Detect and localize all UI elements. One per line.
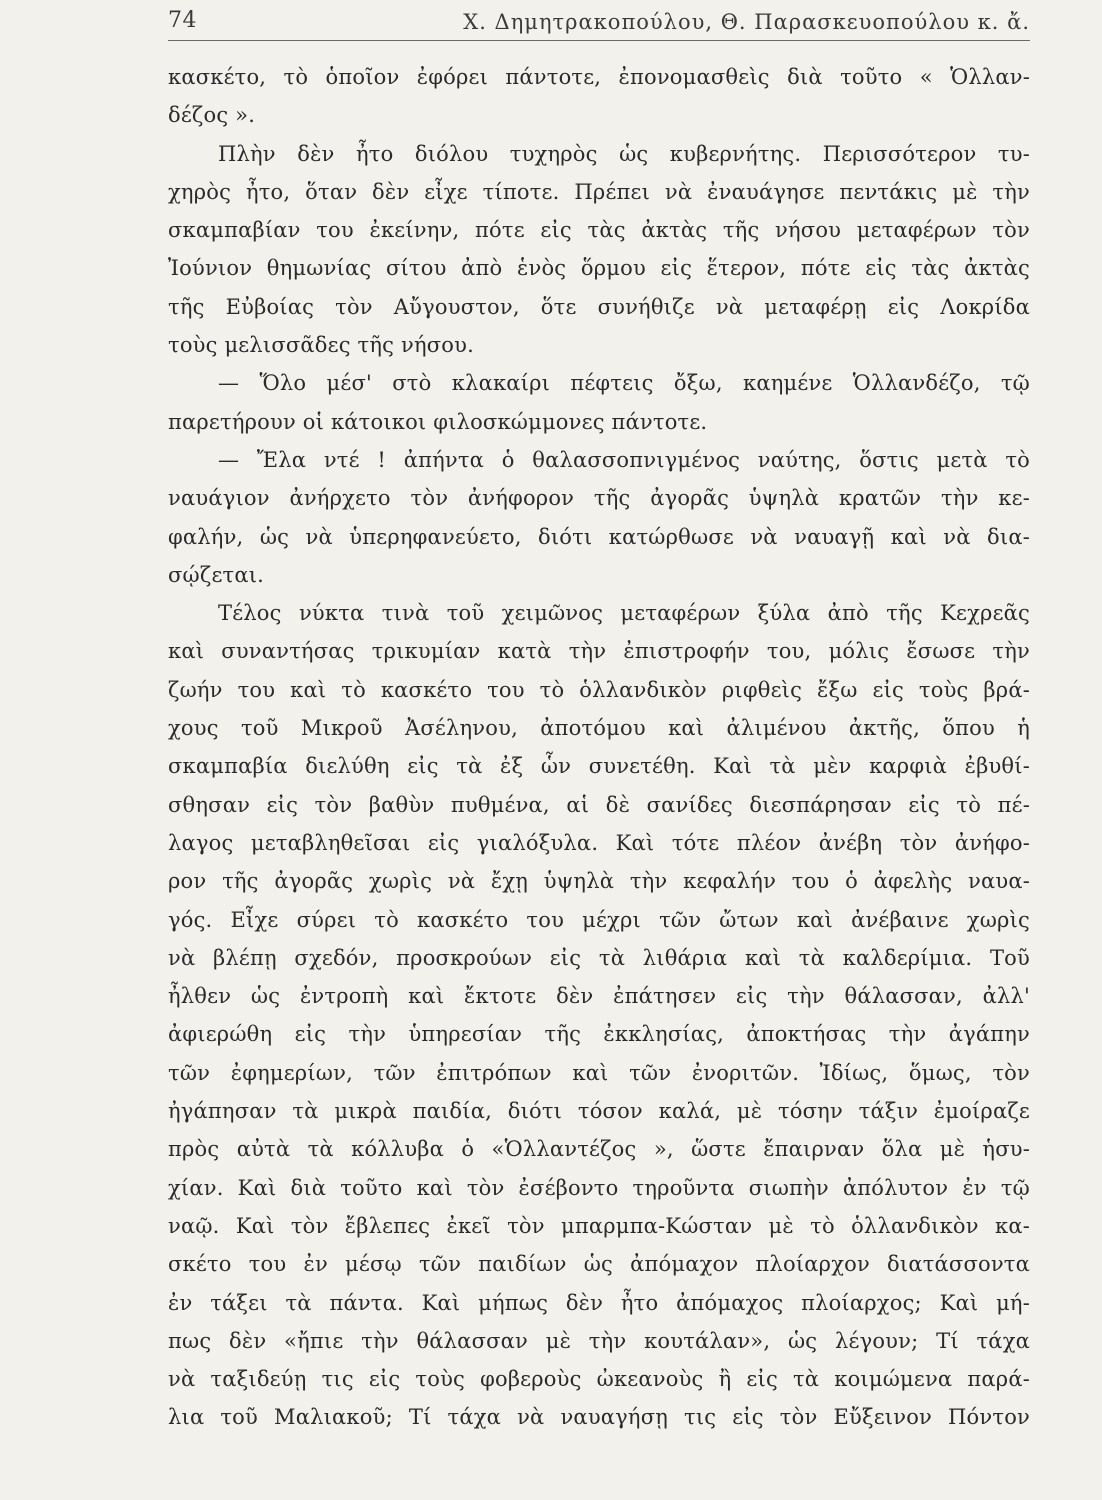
text-line: νὰ βλέπῃ σχεδόν, προσκρούων εἰς τὰ λιθάρια καὶ τὰ καλδερίμια. Τοῦ: [168, 945, 1030, 970]
text-line: χίαν. Καὶ διὰ τοῦτο καὶ τὸν ἐσέβοντο τηροῦντα σιωπὴν ἀπόλυτον ἐν τῷ: [168, 1175, 1030, 1200]
text-line: ἀφιερώθη εἰς τὴν ὑπηρεσίαν τῆς ἐκκλησίας, ἀποκτήσας τὴν ἀγάπην: [168, 1022, 1030, 1047]
header-rule: [168, 40, 1030, 41]
text-line: ναῷ. Καὶ τὸν ἔβλεπες ἐκεῖ τὸν μπαρμπα-Κώσταν μὲ τὸ ὁλλανδικὸν κα-: [168, 1213, 1030, 1238]
text-line: καὶ συναντήσας τρικυμίαν κατὰ τὴν ἐπιστροφήν του, μόλις ἔσωσε τὴν: [168, 639, 1030, 664]
text-line: ἦλθεν ὡς ἐντροπὴ καὶ ἔκτοτε δὲν ἐπάτησεν εἰς τὴν θάλασσαν, ἀλλ': [168, 984, 1030, 1009]
text-line: τῆς Εὐβοίας τὸν Αὔγουστον, ὅτε συνήθιζε νὰ μεταφέρῃ εἰς Λοκρίδα: [168, 294, 1030, 319]
running-head: [168, 8, 1030, 44]
text-line: — Ὅλο μέσ' στὸ κλακαίρι πέφτεις ὄξω, καημένε Ὁλλανδέζο, τῷ: [218, 371, 1030, 396]
text-line: ναυάγιον ἀνήρχετο τὸν ἀνήφορον τῆς ἀγορᾶς ὑψηλὰ κρατῶν τὴν κε-: [168, 486, 1030, 511]
text-line: Πλὴν δὲν ἦτο διόλου τυχηρὸς ὡς κυβερνήτης. Περισσότερον τυ-: [218, 141, 1030, 166]
text-line: σῴζεται.: [168, 562, 265, 587]
text-line: Ἰούνιον θημωνίας σίτου ἀπὸ ἑνὸς ὅρμου εἰς ἕτερον, πότε εἰς τὰς ἀκτὰς: [168, 256, 1030, 281]
text-line: ζωήν του καὶ τὸ κασκέτο του τὸ ὁλλανδικὸν ριφθεὶς ἔξω εἰς τοὺς βρά-: [168, 677, 1030, 702]
text-line: χηρὸς ἦτο, ὅταν δὲν εἶχε τίποτε. Πρέπει νὰ ἐναυάγησε πεντάκις μὲ τὴν: [168, 179, 1030, 204]
text-line: χους τοῦ Μικροῦ Ἀσέληνου, ἀποτόμου καὶ ἀλιμένου ἀκτῆς, ὅπου ἡ: [168, 716, 1030, 741]
text-line: ἠγάπησαν τὰ μικρὰ παιδία, διότι τόσον καλά, μὲ τόσην τάξιν ἐμοίραζε: [168, 1099, 1030, 1124]
text-line: γός. Εἶχε σύρει τὸ κασκέτο του μέχρι τῶν ὤτων καὶ ἀνέβαινε χωρὶς: [168, 907, 1030, 932]
text-line: πρὸς αὐτὰ τὰ κόλλυβα ὁ «Ὁλλαντέζος », ὥστε ἔπαιρναν ὅλα μὲ ἡσυ-: [168, 1137, 1030, 1162]
text-line: κασκέτο, τὸ ὁποῖον ἐφόρει πάντοτε, ἐπονομασθεὶς διὰ τοῦτο « Ὁλλαν-: [168, 65, 1030, 89]
text-line: παρετήρουν οἱ κάτοικοι φιλοσκώμμονες πάντοτε.: [168, 409, 708, 434]
text-line: τοὺς μελισσᾶδες τῆς νήσου.: [168, 333, 474, 358]
text-line: πως δὲν «ἤπιε τὴν θάλασσαν μὲ τὴν κουτάλαν», ὡς λέγουν; Τί τάχα: [168, 1328, 1030, 1353]
text-line: τῶν ἐφημερίων, τῶν ἐπιτρόπων καὶ τῶν ἐνοριτῶν. Ἰδίως, ὅμως, τὸν: [168, 1060, 1030, 1085]
text-line: ρον τῆς ἀγορᾶς χωρὶς νὰ ἔχῃ ὑψηλὰ τὴν κεφαλήν του ὁ ἀφελὴς ναυα-: [168, 869, 1030, 894]
text-line: δέζος ».: [168, 103, 256, 128]
text-line: σθησαν εἰς τὸν βαθὺν πυθμένα, αἱ δὲ σανίδες διεσπάρησαν εἰς τὸ πέ-: [168, 792, 1030, 817]
text-line: φαλήν, ὡς νὰ ὑπερηφανεύετο, διότι κατώρθωσε νὰ ναυαγῇ καὶ νὰ δια-: [168, 524, 1030, 549]
running-head-title: Χ. Δημητρακοπούλου, Θ. Παρασκευοπούλου κ. ἄ.: [463, 10, 1030, 34]
page-number: 74: [168, 8, 197, 33]
text-line: σκαμπαβία διελύθη εἰς τὰ ἐξ ὧν συνετέθη. Καὶ τὰ μὲν καρφιὰ ἐβυθί-: [168, 754, 1030, 779]
text-line: λαγος μεταβληθεῖσαι εἰς γιαλόξυλα. Καὶ τότε πλέον ἀνέβη τὸν ἀνήφο-: [168, 830, 1030, 855]
text-line: Τέλος νύκτα τινὰ τοῦ χειμῶνος μεταφέρων ξύλα ἀπὸ τῆς Κεχρεᾶς: [218, 601, 1030, 626]
text-line: σκέτο του ἐν μέσῳ τῶν παιδίων ὡς ἀπόμαχον πλοίαρχον διατάσσοντα: [168, 1252, 1030, 1277]
text-line: ἐν τάξει τὰ πάντα. Καὶ μήπως δὲν ἦτο ἀπόμαχος πλοίαρχος; Καὶ μή-: [168, 1290, 1030, 1315]
text-line: — Ἔλα ντέ ! ἀπήντα ὁ θαλασσοπνιγμένος ναύτης, ὅστις μετὰ τὸ: [218, 447, 1030, 472]
body-text: [168, 58, 1030, 1437]
text-line: λια τοῦ Μαλιακοῦ; Τί τάχα νὰ ναυαγήσῃ τις εἰς τὸν Εὔξεινον Πόντον: [168, 1405, 1030, 1430]
text-line: νὰ ταξιδεύῃ τις εἰς τοὺς φοβεροὺς ὠκεανοὺς ἢ εἰς τὰ κοιμώμενα παρά-: [168, 1367, 1030, 1392]
text-line: σκαμπαβίαν του ἐκείνην, πότε εἰς τὰς ἀκτὰς τῆς νήσου μεταφέρων τὸν: [168, 218, 1030, 243]
